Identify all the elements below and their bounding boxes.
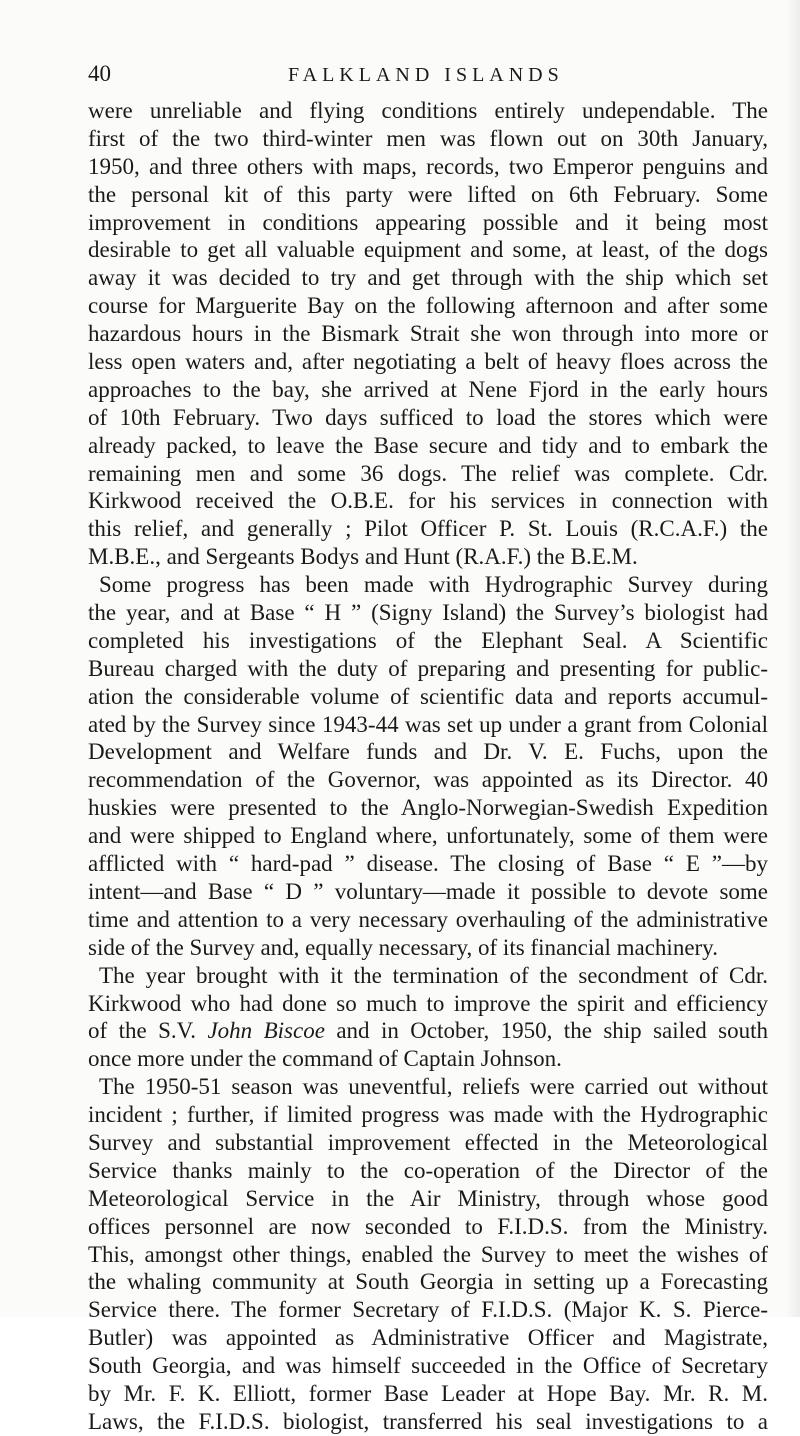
text-segment: course for Marguerite Bay on the following afternoon and after some [88,293,768,319]
text-line [88,376,768,404]
text-segment: Some progress has been made with Hydrographic Survey during [99,572,768,598]
text-line [88,990,768,1018]
text-segment: Service there. The former Secretary of F.I.D.S. (Major K. S. Pierce- [88,1297,768,1323]
text-line [88,515,768,543]
text-line [88,1352,768,1380]
page-edge-shadow [786,0,800,1317]
text-segment: the year, and at Base “ H ” (Signy Island) the Survey’s biologist had [88,600,768,626]
text-segment: desirable to get all valuable equipment and some, at least, of the dogs [88,237,768,263]
text-segment: less open waters and, after negotiating a belt of heavy floes across the [88,349,768,375]
text-line [88,1296,768,1324]
text-line [88,487,768,515]
text-segment: the personal kit of this party were lifted on 6th February. Some [88,181,768,207]
text-line [88,599,768,627]
body-text [88,97,768,1436]
text-segment: of 10th February. Two days sufficed to load the stores which were [88,404,768,430]
text-line [88,738,768,766]
text-segment: this relief, and generally ; Pilot Officer P. St. Louis (R.C.A.F.) the [88,516,768,542]
text-segment: Kirkwood received the O.B.E. for his services in connection with [88,488,768,514]
text-line [88,125,768,153]
text-segment: already packed, to leave the Base secure and tidy and to embark the [88,432,768,458]
text-line [88,962,768,990]
page-header [88,60,768,90]
text-segment: approaches to the bay, she arrived at Nene Fjord in the early hours [88,376,768,402]
text-segment: the whaling community at South Georgia in setting up a Forecasting [88,1269,768,1295]
text-segment: were unreliable and flying conditions entirely undependable. The [88,98,768,123]
text-segment: hazardous hours in the Bismark Strait she won through into more or [88,321,768,347]
text-segment: and in October, 1950, the ship sailed south [324,1018,768,1044]
text-segment: ation the considerable volume of scientific data and reports accumul- [88,683,768,709]
text-segment: Meteorological Service in the Air Ministry, through whose good [88,1185,768,1211]
text-segment: first of the two third-winter men was flown out on 30th January, [88,125,768,151]
text-line [88,683,768,711]
text-segment: Development and Welfare funds and Dr. V. E. Fuchs, upon the [88,739,768,765]
text-segment: once more under the command of Captain Johnson. [88,1046,562,1072]
text-segment: improvement in conditions appearing possible and it being most [88,209,768,235]
text-segment: side of the Survey and, equally necessary, of its financial machinery. [88,934,718,960]
text-line [88,822,768,850]
text-line [88,655,768,683]
text-line [88,1241,768,1269]
text-line [88,1268,768,1296]
text-line [88,1101,768,1129]
text-segment: completed his investigations of the Elephant Seal. A Scientific [88,627,768,653]
text-segment: Bureau charged with the duty of preparing and presenting for public- [88,655,768,681]
text-line [88,1213,768,1241]
text-segment: incident ; further, if limited progress was made with the Hydrographic [88,1102,768,1128]
text-segment: remaining men and some 36 dogs. The relief was complete. Cdr. [88,460,768,486]
text-line [88,460,768,488]
text-line [88,432,768,460]
text-segment: ated by the Survey since 1943-44 was set up under a grant from Colonial [88,711,768,737]
text-line [88,878,768,906]
text-segment: Kirkwood who had done so much to improve the spirit and efficiency [88,990,768,1016]
text-segment: This, amongst other things, enabled the Survey to meet the wishes of [88,1241,768,1267]
text-line [88,348,768,376]
text-line [88,571,768,599]
text-line [88,711,768,739]
text-segment: recommendation of the Governor, was appointed as its Director. 40 [88,767,768,793]
text-line [88,1073,768,1101]
text-segment: away it was decided to try and get through with the ship which set [88,265,768,291]
text-line [88,236,768,264]
italic-text-segment: John Biscoe [207,1018,325,1044]
text-segment: time and attention to a very necessary overhauling of the administrative [88,906,768,932]
text-line [88,1408,768,1436]
text-segment: huskies were presented to the Anglo-Norwegian-Swedish Expedition [88,795,768,821]
text-segment: Laws, the F.I.D.S. biologist, transferred his seal investigations to a [88,1408,768,1434]
page-number: 40 [88,61,111,86]
text-line [88,1380,768,1408]
text-segment: Butler) was appointed as Administrative Officer and Magistrate, [88,1325,768,1351]
text-line [88,1324,768,1352]
text-segment: intent—and Base “ D ” voluntary—made it possible to devote some [88,878,768,904]
text-line [88,850,768,878]
text-segment: Survey and substantial improvement effected in the Meteorological [88,1129,768,1155]
text-segment: afflicted with “ hard-pad ” disease. The closing of Base “ E ”—by [88,851,768,877]
text-line [88,97,768,125]
text-segment: by Mr. F. K. Elliott, former Base Leader at Hope Bay. Mr. R. M. [88,1380,768,1406]
text-line [88,292,768,320]
text-line [88,264,768,292]
text-segment: Service thanks mainly to the co-operation of the Director of the [88,1157,768,1183]
text-line [88,794,768,822]
text-line [88,934,768,962]
text-segment: 1950, and three others with maps, records, two Emperor penguins and [88,153,768,179]
text-line [88,404,768,432]
text-line [88,906,768,934]
text-segment: and were shipped to England where, unfortunately, some of them were [88,823,768,849]
text-line [88,627,768,655]
text-line [88,1157,768,1185]
text-line [88,1045,768,1073]
text-segment: offices personnel are now seconded to F.I.D.S. from the Ministry. [88,1213,768,1239]
text-line [88,209,768,237]
text-segment: of the S.V. [88,1018,208,1044]
running-title: FALKLAND ISLANDS [288,64,564,86]
text-line [88,153,768,181]
text-line [88,320,768,348]
text-segment: South Georgia, and was himself succeeded in the Office of Secretary [88,1353,768,1379]
text-line [88,766,768,794]
text-segment: The year brought with it the termination of the secondment of Cdr. [99,962,768,988]
text-line [88,1185,768,1213]
text-line [88,181,768,209]
text-segment: M.B.E., and Sergeants Bodys and Hunt (R.A.F.) the B.E.M. [88,544,638,570]
text-line [88,1129,768,1157]
text-line [88,1017,768,1045]
text-segment: The 1950-51 season was uneventful, reliefs were carried out without [99,1074,768,1100]
text-line [88,543,768,571]
